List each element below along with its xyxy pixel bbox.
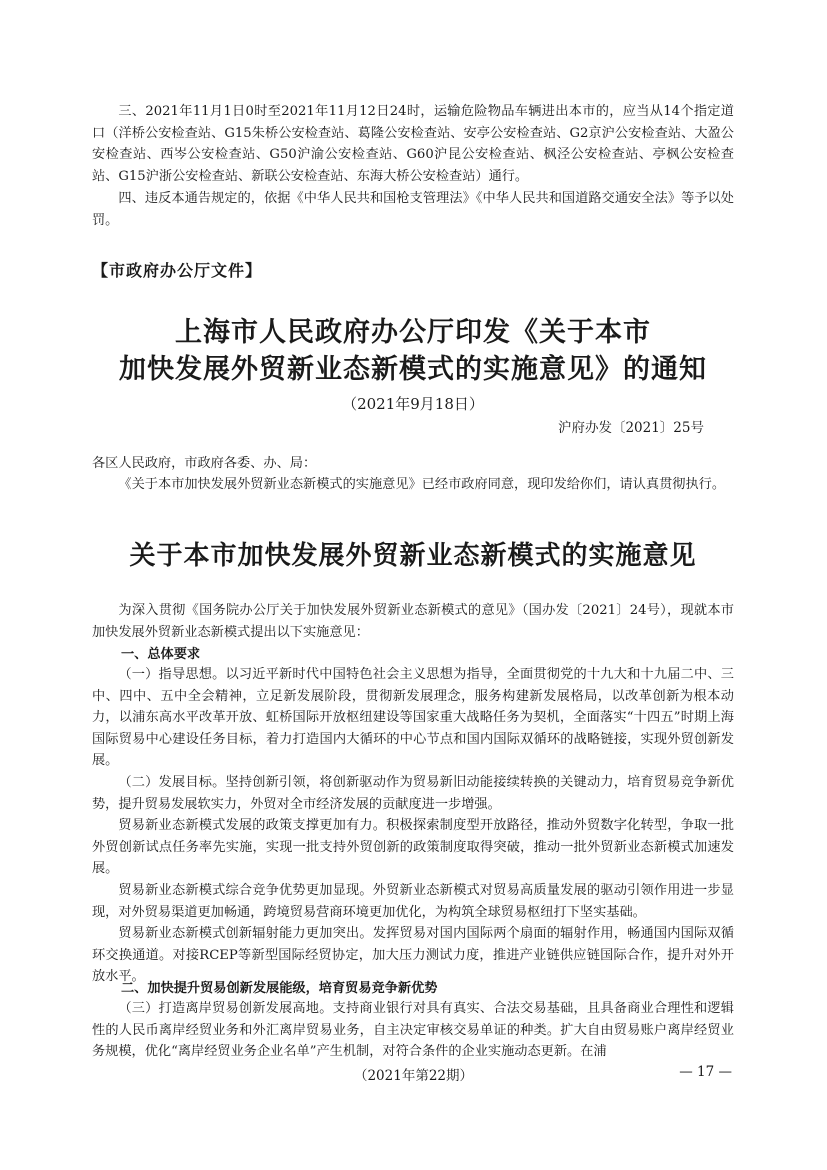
paragraph-competitive-advantage: 贸易新业态新模式综合竞争优势更加显现。外贸新业态新模式对贸易高质量发展的驱动引领作用进一步显现，对外贸易渠道更加畅通，跨境贸易营商环境更加优化，为构筑全球贸易枢纽打下坚实基础。 <box>92 883 734 920</box>
notice-title-line-1: 上海市人民政府办公厅印发《关于本市 <box>175 317 651 348</box>
notice-date: （2021年9月18日） <box>342 395 484 413</box>
page-number: — 17 — <box>679 1064 732 1080</box>
paragraph-development-goals: （二）发展目标。坚持创新引领，将创新驱动作为贸易新旧动能接续转换的关键动力，培育贸易竞争新优势，提升贸易发展软实力，外贸对全市经济发展的贡献度进一步增强。 <box>92 775 734 812</box>
announcement-item-4: 四、违反本通告规定的，依据《中华人民共和国枪支管理法》《中华人民共和国道路交通安全法》等予以处罚。 <box>92 191 734 228</box>
issue-number: （2021年第22期） <box>353 1068 474 1084</box>
notice-body: 《关于本市加快发展外贸新业态新模式的实施意见》已经市政府同意，现印发给你们，请认真贯彻执行。 <box>118 477 726 492</box>
paragraph-offshore-trade: （三）打造离岸贸易创新发展高地。支持商业银行对具有真实、合法交易基础，且具备商业合理性和逻辑性的人民币离岸经贸业务和外汇离岸贸易业务，自主决定审核交易单证的种类。扩大自由贸易账户离岸经贸业务规模，优化“离岸经贸业务企业名单”产生机制，对符合条件的企业实施动态更新。在浦 <box>92 1001 734 1059</box>
paragraph-policy-support: 贸易新业态新模式发展的政策支撑更加有力。积极探索制度型开放路径，推动外贸数字化转型，争取一批外贸创新试点任务率先实施，实现一批支持外贸创新的政策制度取得突破，推动一批外贸新业态新模式加速发展。 <box>92 818 734 876</box>
opinion-title: 关于本市加快发展外贸新业态新模式的实施意见 <box>129 541 697 571</box>
paragraph-radiation-capacity: 贸易新业态新模式创新辐射能力更加突出。发挥贸易对国内国际两个扇面的辐射作用，畅通国内国际双循环交换通道。对接RCEP等新型国际经贸协定，加大压力测试力度，推进产业链供应链国际合作，提升对外开放水平。 <box>92 926 734 984</box>
heading-innovation: 二、加快提升贸易创新发展能级，培育贸易竞争新优势 <box>121 981 438 996</box>
addressee: 各区人民政府，市政府各委、办、局： <box>92 456 317 471</box>
opinion-intro: 为深入贯彻《国务院办公厅关于加快发展外贸新业态新模式的意见》（国办发〔2021〕24号），现就本市加快发展外贸新业态新模式提出以下实施意见： <box>92 603 734 640</box>
section-tag: 【市政府办公厅文件】 <box>92 261 263 280</box>
document-number: 沪府办发〔2021〕25号 <box>557 420 704 436</box>
announcement-item-3: 三、2021年11月1日0时至2021年11月12日24时，运输危险物品车辆进出本市的，应当从14个指定道口（洋桥公安检查站、G15朱桥公安检查站、葛隆公安检查站、安亭公安检查站、G2京沪公安检查站、大盈公安检查站、西岑公安检查站、G50沪渝公安检查站、G60沪昆公安检查站、枫泾公安检查站、亭枫公安检查站、G15沪浙公安检查站、新联公安检查站、东海大桥公安检查站）通行。 <box>92 104 734 184</box>
notice-title-line-2: 加快发展外贸新业态新模式的实施意见》的通知 <box>119 354 707 385</box>
heading-general-requirements: 一、总体要求 <box>121 647 201 662</box>
paragraph-guiding-ideology: （一）指导思想。以习近平新时代中国特色社会主义思想为指导，全面贯彻党的十九大和十九届二中、三中、四中、五中全会精神，立足新发展阶段，贯彻新发展理念，服务构建新发展格局，以改革创新为根本动力，以浦东高水平改革开放、虹桥国际开放枢纽建设等国家重大战略任务为契机，全面落实“十四五”时期上海国际贸易中心建设任务目标，着力打造国内大循环的中心节点和国内国际双循环的战略链接，实现外贸创新发展。 <box>92 667 734 768</box>
